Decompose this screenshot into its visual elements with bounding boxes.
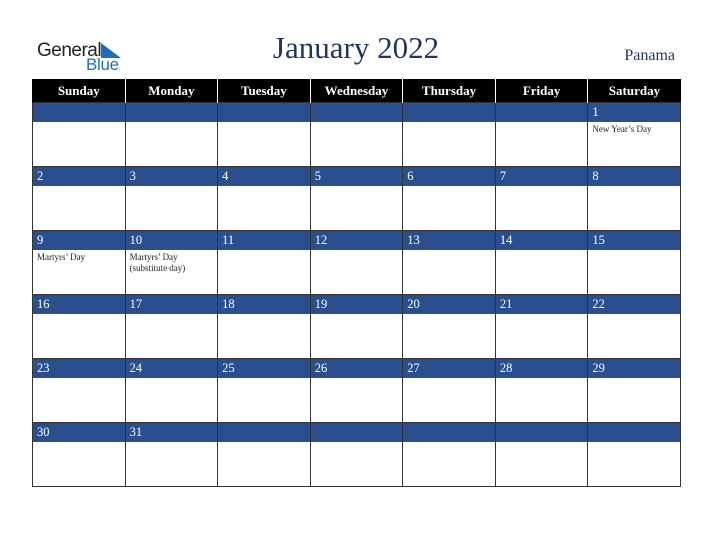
day-number bbox=[588, 423, 680, 442]
day-cell bbox=[218, 359, 311, 423]
day-number: 27 bbox=[403, 359, 495, 378]
day-number bbox=[403, 103, 495, 122]
weekday-header: Saturday bbox=[588, 79, 681, 103]
week-row bbox=[33, 103, 681, 167]
calendar-title: January 2022 bbox=[272, 30, 440, 65]
day-cell bbox=[125, 359, 218, 423]
day-cell bbox=[495, 423, 588, 487]
day-number: 19 bbox=[311, 295, 403, 314]
day-number: 8 bbox=[588, 167, 680, 186]
day-number bbox=[218, 423, 310, 442]
day-cell bbox=[218, 423, 311, 487]
day-number: 23 bbox=[33, 359, 125, 378]
holiday-label: New Year’s Day bbox=[592, 124, 652, 134]
day-cell bbox=[310, 231, 403, 295]
week-row bbox=[33, 423, 681, 487]
week-row bbox=[33, 167, 681, 231]
weekday-header: Friday bbox=[495, 79, 588, 103]
day-number: 12 bbox=[311, 231, 403, 250]
week-row bbox=[33, 295, 681, 359]
day-number: 15 bbox=[588, 231, 680, 250]
day-cell bbox=[495, 295, 588, 359]
day-cell bbox=[403, 359, 496, 423]
day-number bbox=[311, 423, 403, 442]
day-cell bbox=[588, 167, 681, 231]
weekday-header: Tuesday bbox=[218, 79, 311, 103]
day-number: 21 bbox=[496, 295, 588, 314]
day-cell bbox=[125, 103, 218, 167]
day-cell bbox=[588, 423, 681, 487]
day-cell bbox=[495, 167, 588, 231]
day-number: 31 bbox=[126, 423, 218, 442]
weekday-header: Monday bbox=[125, 79, 218, 103]
country-label: Panama bbox=[624, 47, 675, 64]
day-number bbox=[33, 103, 125, 122]
day-cell bbox=[125, 423, 218, 487]
day-number: 29 bbox=[588, 359, 680, 378]
day-number: 24 bbox=[126, 359, 218, 378]
day-cell bbox=[588, 359, 681, 423]
day-cell bbox=[125, 295, 218, 359]
day-number: 10 bbox=[126, 231, 218, 250]
day-cell bbox=[33, 103, 126, 167]
day-number: 3 bbox=[126, 167, 218, 186]
day-cell bbox=[310, 359, 403, 423]
day-number: 9 bbox=[33, 231, 125, 250]
day-cell bbox=[495, 103, 588, 167]
day-number bbox=[218, 103, 310, 122]
holiday-label: Martyrs’ Day bbox=[37, 252, 86, 262]
day-number: 17 bbox=[126, 295, 218, 314]
calendar-grid bbox=[32, 79, 681, 487]
day-cell bbox=[218, 167, 311, 231]
day-number: 16 bbox=[33, 295, 125, 314]
day-cell bbox=[125, 167, 218, 231]
logo-text-general: General bbox=[37, 40, 102, 61]
day-cell bbox=[125, 231, 218, 295]
holiday-label: Martyrs’ Day (substitute day) bbox=[129, 252, 186, 273]
day-number: 4 bbox=[218, 167, 310, 186]
day-number: 20 bbox=[403, 295, 495, 314]
day-number: 14 bbox=[496, 231, 588, 250]
day-cell bbox=[310, 295, 403, 359]
day-number: 2 bbox=[33, 167, 125, 186]
day-cell bbox=[310, 167, 403, 231]
day-cell bbox=[403, 167, 496, 231]
day-number: 25 bbox=[218, 359, 310, 378]
day-cell bbox=[33, 231, 126, 295]
day-cell bbox=[403, 423, 496, 487]
weekday-header: Wednesday bbox=[310, 79, 403, 103]
day-number: 30 bbox=[33, 423, 125, 442]
day-number: 11 bbox=[218, 231, 310, 250]
day-number: 18 bbox=[218, 295, 310, 314]
day-number: 22 bbox=[588, 295, 680, 314]
day-cell bbox=[495, 231, 588, 295]
week-row bbox=[33, 359, 681, 423]
day-cell bbox=[403, 231, 496, 295]
day-number: 7 bbox=[496, 167, 588, 186]
weekday-header: Thursday bbox=[403, 79, 496, 103]
day-cell bbox=[33, 295, 126, 359]
day-cell bbox=[495, 359, 588, 423]
day-number bbox=[403, 423, 495, 442]
day-cell bbox=[33, 167, 126, 231]
weekday-header: Sunday bbox=[33, 79, 126, 103]
day-cell bbox=[403, 103, 496, 167]
day-number: 6 bbox=[403, 167, 495, 186]
day-number bbox=[496, 423, 588, 442]
day-cell bbox=[33, 359, 126, 423]
logo-text-blue: Blue bbox=[86, 55, 119, 74]
day-number: 5 bbox=[311, 167, 403, 186]
day-number: 1 bbox=[588, 103, 680, 122]
day-cell bbox=[588, 231, 681, 295]
day-number bbox=[126, 103, 218, 122]
week-row bbox=[33, 231, 681, 295]
day-cell bbox=[33, 423, 126, 487]
day-number: 28 bbox=[496, 359, 588, 378]
day-cell bbox=[218, 295, 311, 359]
day-number: 13 bbox=[403, 231, 495, 250]
day-cell bbox=[310, 423, 403, 487]
day-number: 26 bbox=[311, 359, 403, 378]
weekday-header-row bbox=[33, 79, 681, 103]
day-cell bbox=[588, 103, 681, 167]
day-number bbox=[496, 103, 588, 122]
day-cell bbox=[403, 295, 496, 359]
day-number bbox=[311, 103, 403, 122]
day-cell bbox=[588, 295, 681, 359]
day-cell bbox=[218, 231, 311, 295]
day-cell bbox=[310, 103, 403, 167]
day-cell bbox=[218, 103, 311, 167]
